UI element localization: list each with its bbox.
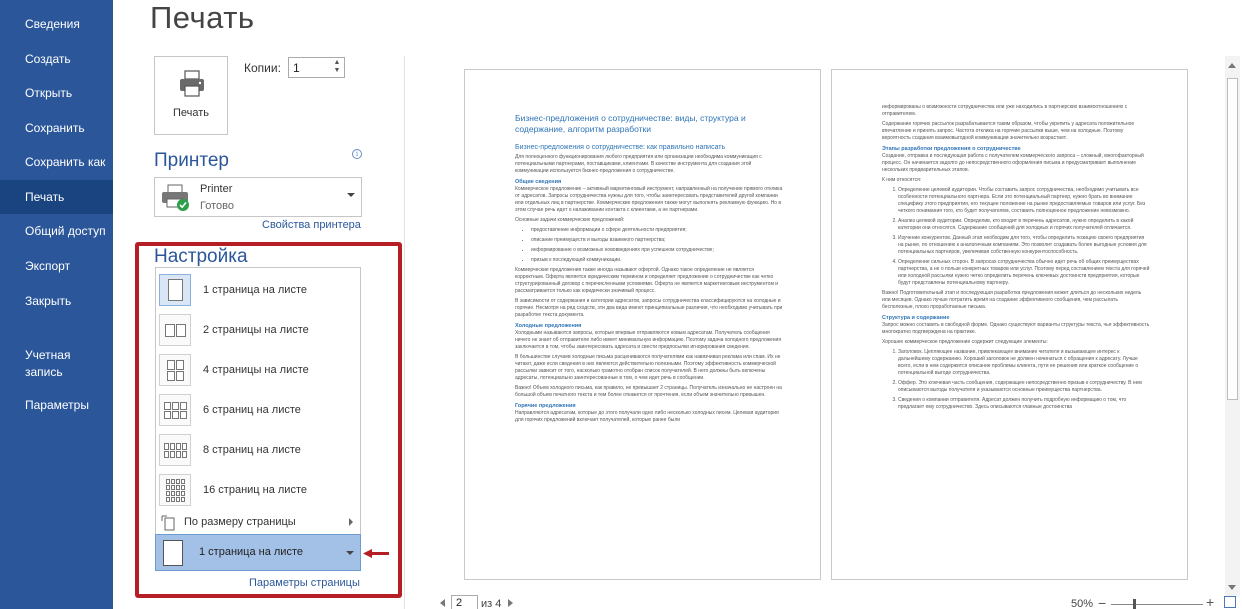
list-item: 1. Заголовок. Цепляющее название, привлекающее внимание читателя и вызывающее интерес к дальнейшему содержанию. Хороший заголовок не должен начинаться с обращения к адресату. Лучше всего, если в нем содержится описание проблемы клиента, пути ее решения или краткое сообщение о потенциальной выгоде сотрудничества.	[898, 349, 1150, 377]
doc-paragraph: В зависимости от содержания и категории адресатов, запросы сотрудничества классифицируются на холодные и горячие. Несмотря на ряд сходств, эти два вида имеют принципиальные различия, что необходимо учитывать при разработке текста документа.	[515, 298, 783, 318]
zoom-percent[interactable]: 50%	[1071, 598, 1094, 609]
preview-page-left	[464, 69, 821, 580]
option-label: 6 страниц на листе	[203, 404, 301, 416]
scroll-down-icon[interactable]	[1228, 585, 1236, 590]
printer-name: Printer	[200, 183, 233, 195]
printer-section-title: Принтер	[154, 150, 229, 171]
nav-item-share[interactable]: Общий доступ	[25, 224, 106, 238]
doc-numbered-list	[882, 187, 1150, 287]
doc-paragraph: Важно! Подготовительный этап и последующая разработка предложения может длиться до нескольких недель или месяцев. Однако лучше потратить время на создание эффективного сообщения, чем рассылать бесполезные, плохо проработанные письма.	[882, 290, 1142, 310]
doc-paragraph: Создание, отправка и последующая работа с получателем коммерческого запроса – сложный, многофакторный процесс. Он начинается задолго до непосредственного оформления письма и предусматривает выполнение нескольких предварительных этапов.	[882, 153, 1144, 173]
printer-ready-icon	[159, 183, 193, 213]
doc-heading: Этапы разработки предложения о сотрудничестве	[882, 146, 1021, 152]
nav-item-open[interactable]: Открыть	[25, 86, 73, 100]
printer-status: Готово	[200, 200, 234, 212]
list-item: • призыв к последующей коммуникации.	[531, 257, 783, 264]
pages-per-sheet-value: 1 страница на листе	[199, 546, 303, 558]
highlight-frame	[135, 242, 402, 598]
doc-heading: Структура и содержание	[882, 315, 950, 321]
page-title: Печать	[150, 0, 255, 35]
zoom-slider[interactable]	[1111, 604, 1203, 605]
spin-up-icon[interactable]: ▲	[333, 59, 341, 66]
scrollbar-thumb[interactable]	[1227, 78, 1238, 400]
zoom-out-button[interactable]: −	[1098, 595, 1107, 609]
zoom-in-button[interactable]: +	[1206, 594, 1215, 609]
next-page-icon[interactable]	[508, 599, 513, 607]
backstage-nav	[0, 0, 113, 609]
doc-paragraph: Основные задачи коммерческих предложений:	[515, 217, 625, 223]
printer-properties-link[interactable]: Свойства принтера	[262, 219, 361, 231]
doc-heading: Горячие предложения	[515, 403, 576, 409]
list-item: 2. Анализ целевой аудитории. Определив, кто входит в перечень адресатов, нужно определить в какой категории они относятся. Содержание сообщений для холодных и горячих получателей отличается.	[898, 218, 1150, 232]
spin-down-icon[interactable]: ▼	[333, 67, 341, 74]
print-button-label: Печать	[172, 107, 210, 119]
nav-item-close[interactable]: Закрыть	[25, 294, 72, 308]
doc-title: Бизнес-предложения о сотрудничестве: виды, структура и содержание, алгоритм разработки	[515, 113, 746, 134]
doc-paragraph: Холодными называются запросы, которые впервые отправляются новым адресатам. Получатель сообщения ничего не знает об отправителе либо имеет минимальную информацию. Поэтому задача холодного предложения заключается в том, чтобы заинтересовать адресата и свести предпосылки игнорирования сведения.	[515, 330, 782, 350]
doc-heading: Холодные предложения	[515, 323, 582, 329]
option-label: 4 страницы на листе	[203, 364, 309, 376]
doc-paragraph: В большинстве случаев холодные письма расцениваются получателями как навязчивая реклама или спам. Их не читают, даже если сведения в них являются действительно полезными. Поэтому эффективность коммерческой рассылки зависит от того, насколько грамотно отобран список получателей. В него должны быть включены адресаты, потенциально заинтересованные в том, о чем идет речь в сообщении.	[515, 354, 781, 381]
option-label: 16 страниц на листе	[203, 484, 307, 496]
doc-paragraph: информированы о возможности сотрудничества или уже находились в партнерских взаимоотношениях с отправителем.	[882, 104, 1128, 117]
doc-numbered-list	[882, 349, 1150, 411]
option-label: 8 страниц на листе	[203, 444, 301, 456]
zoom-slider-thumb[interactable]	[1133, 599, 1136, 609]
zoom-to-page-icon[interactable]	[1224, 596, 1236, 608]
fit-to-page-label: По размеру страницы	[184, 516, 296, 528]
settings-section-title: Настройка	[154, 246, 248, 267]
nav-item-account[interactable]: Учетная запись	[25, 348, 71, 379]
list-item: 3. Изучение конкурентов. Данный этап необходим для того, чтобы определить позицию своего предприятия на рынке, по отношению к аналогичным компаниям. Это позволит создавать более выгодные условия для потенциальных партнеров, увеличивая собственную конкурентоспособность.	[898, 235, 1150, 256]
copies-label: Копии:	[244, 61, 281, 75]
doc-paragraph: Направляются адресатам, которые до этого получали одно либо несколько холодных писем. Целевая аудитория для горячих предложений включает получателей, которые ранее были	[515, 410, 779, 423]
panel-divider	[404, 56, 405, 609]
list-item: 1. Определение целевой аудитории. Чтобы составить запрос сотрудничества, необходимо учитывать все особенности потенциального партнера. Если это потенциальный партнер, нужно брать во внимание специфику этого предприятия, его текущее положение на рынке предоставляемых товаров или услуг. Без четкого понимания того, кто будет получателем, составить полноценное предложение невозможно.	[898, 187, 1150, 215]
page-setup-link[interactable]: Параметры страницы	[249, 577, 360, 589]
scroll-up-icon[interactable]	[1228, 63, 1236, 68]
list-item: 4. Определение сильных сторон. В запросах сотрудничества обычно идет речь об общих преимуществах партнерства, а не о пользе конкретных товаров или услуг. Поэтому перед составлением текста для горячей или холодной рассылки нужно четко определить перечень ключевых достоинств предприятия, которые будут представлены потенциальному партнеру.	[898, 259, 1150, 287]
doc-paragraph: Коммерческое предложение – активный маркетинговый инструмент, направленный на получение прямого отклика от адресатов. Запросы сотрудничества нужны для того, чтобы заинтересовать представителей другой компании или отдельных лиц в партнерстве. Коммерческие предложения также могут выполнять рекламную функцию. Но в этом случае речь идет о налаживании контакта с клиентами, а не партнерами.	[515, 186, 783, 213]
list-item: 3. Сведения о компании отправителя. Адресат должен получить подробную информацию о том, что предлагает ему сотрудничество. Здесь описываются главные достоинства	[898, 397, 1150, 411]
doc-paragraph: Запрос можно составить в свободной форме. Однако существуют варианты структуры текста, чья эффективность многократно подтверждена на практике.	[882, 322, 1150, 335]
nav-item-save-as[interactable]: Сохранить как	[25, 155, 106, 169]
preview-page-right	[831, 69, 1188, 580]
nav-item-export[interactable]: Экспорт	[25, 259, 71, 273]
print-preview	[427, 56, 1225, 597]
red-arrow-annotation	[363, 549, 389, 558]
doc-paragraph: Для полноценного функционирования любого предприятия или организации необходима коммуникация с потенциальными партнерами, поставщиками, клиентами. В качестве инструмента для создания этой коммуникации используется бизнес-предложения о сотрудничестве.	[515, 154, 762, 174]
preview-scrollbar[interactable]	[1225, 56, 1240, 597]
prev-page-icon[interactable]	[440, 599, 445, 607]
copies-value[interactable]: 1	[293, 61, 300, 75]
doc-paragraph: Коммерческие предложения также иногда называют офертой. Однако такое определение не является корректным. Оферта является юридическим термином и определяет предложение о сотрудничестве как четко структурированный договор с перечисленными условиями. Оферта не является маркетинговым инструментом и рассматривается только как юридически значимый процесс.	[515, 267, 779, 294]
nav-item-save[interactable]: Сохранить	[25, 121, 85, 135]
printer-icon	[177, 69, 207, 99]
nav-item-print[interactable]: Печать	[0, 180, 113, 214]
copies-stepper[interactable]	[288, 57, 345, 78]
page-total: из 4	[481, 598, 502, 609]
option-label: 1 страница на листе	[203, 284, 307, 296]
option-label: 2 страницы на листе	[203, 324, 309, 336]
doc-heading: Общие сведения	[515, 179, 562, 185]
doc-paragraph: Хорошее коммерческое предложение содержит следующие элементы:	[882, 339, 1048, 345]
nav-item-new[interactable]: Создать	[25, 52, 71, 66]
list-item: 2. Оффер. Это ключевая часть сообщения, содержащее непосредственно призыв к сотрудничеству. В нем описываются выгоды получателя и указываются основные преимущества партнерства.	[898, 380, 1150, 394]
doc-subtitle: Бизнес-предложения о сотрудничестве: как правильно написать	[515, 144, 726, 151]
doc-paragraph: Важно! Объем холодного письма, как правило, не превышает 2 страницы. Получатель изначально не настроен на большой объем печатного текста и тем более откажется от прочтения, если объем значительно превышен.	[515, 385, 782, 398]
printer-select[interactable]	[154, 177, 362, 217]
list-item: • предоставление информации о сфере деятельности предприятия;	[531, 227, 783, 234]
page-number-input[interactable]: 2	[451, 595, 478, 609]
chevron-down-icon[interactable]	[347, 193, 355, 197]
doc-paragraph: Содержание горячих рассылок разрабатывается таким образом, чтобы укрепить у адресата положительное впечатление и принять запрос. Частота отклика на горячие рассылки выше, чем на холодные. Поэтому вероятность создания взаимовыгодной коммуникации значительно возрастает.	[882, 121, 1135, 141]
doc-paragraph: К ним относятся:	[882, 177, 922, 183]
nav-item-options[interactable]: Параметры	[25, 398, 89, 412]
nav-item-info[interactable]: Сведения	[25, 17, 80, 31]
list-item: • информирование о возможных нововведениях при успешном сотрудничестве;	[531, 247, 783, 254]
copies-spin-buttons[interactable]	[331, 59, 343, 76]
info-icon[interactable]: i	[352, 149, 362, 159]
list-item: • описание преимуществ и выгоды взаимного партнерства;	[531, 237, 783, 244]
doc-bullet-list	[515, 227, 783, 264]
print-button[interactable]	[154, 56, 228, 135]
